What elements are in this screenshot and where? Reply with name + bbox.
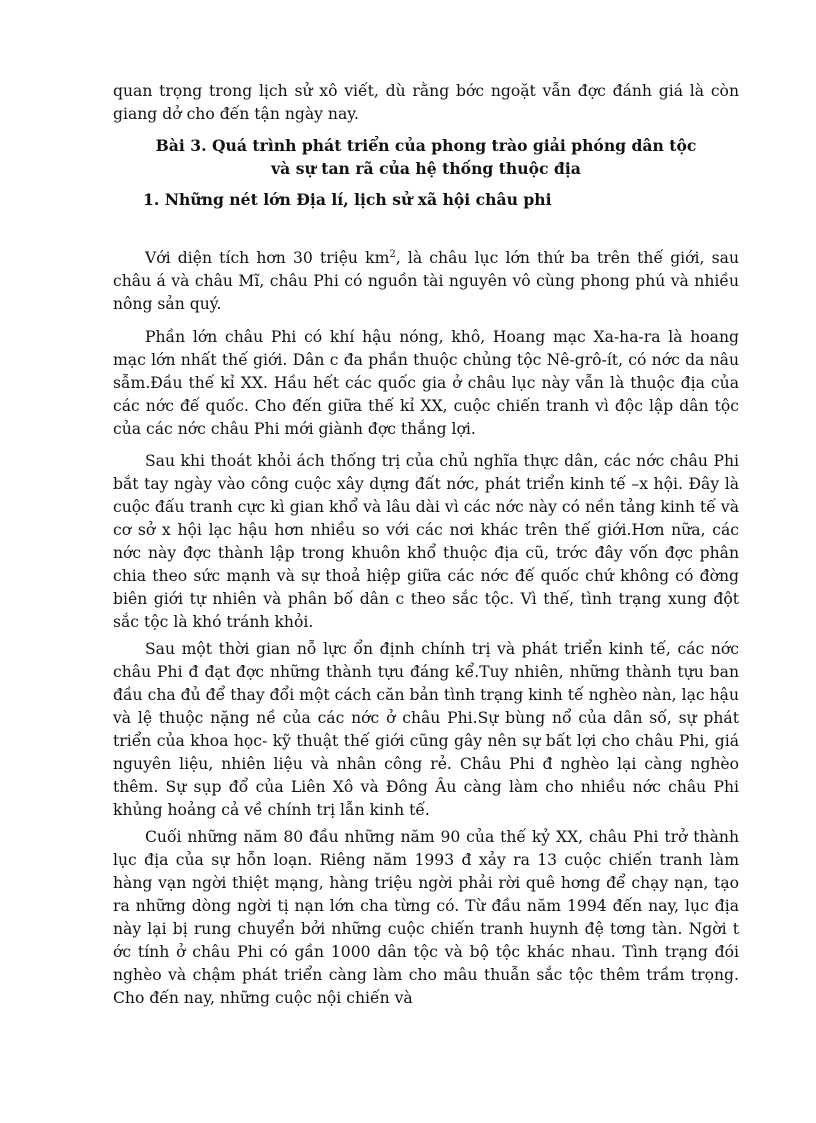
paragraph-1-start: Với diện tích hơn 30 triệu km [145, 249, 390, 267]
lesson-title-line-2: và sự tan rã của hệ thống thuộc địa [271, 159, 581, 178]
paragraph-1-text [113, 247, 739, 316]
paragraph-2 [113, 326, 739, 441]
paragraph-4 [113, 638, 739, 822]
paragraph-1 [113, 247, 739, 316]
paragraph-continuation: quan trọng trong lịch sử xô viết, dù rằng bớc ngoặt vẫn đợc đánh giá là còn giang dở cho đến tận ngày nay. [113, 82, 739, 123]
paragraph-5-text: Cuối những năm 80 đầu những năm 90 của thế kỷ XX, châu Phi trở thành lục địa của sự hỗn loạn. Riêng năm 1993 đ xảy ra 13 cuộc chiến tranh làm hàng vạn ngời thiệt mạng, hàng triệu ngời phải rời quê hơng để chạy nạn, tạo ra những dòng ngời tị nạn lớn cha từng có. Từ đầu năm 1994 đến nay, lục địa này lại bị rung chuyển bởi những cuộc chiến tranh huynh đệ tơng tàn. Ngời t ớc tính ở châu Phi có gần 1000 dân tộc và bộ tộc khác nhau. Tình trạng đói nghèo và chậm phát triển càng làm cho mâu thuẫn sắc tộc thêm trầm trọng. Cho đến nay, những cuộc nội chiến và [113, 828, 739, 1007]
superscript-2: 2 [389, 248, 396, 260]
paragraph-3 [113, 450, 739, 634]
paragraph-2-text: Phần lớn châu Phi có khí hậu nóng, khô, Hoang mạc Xa-ha-ra là hoang mạc lớn nhất thế giới. Dân c đa phần thuộc chủng tộc Nê-grô-ít, có nớc da nâu sẫm.Đầu thế kỉ XX. Hầu hết các quốc gia ở châu lục này vẫn là thuộc địa của các nớc đế quốc. Cho đến giữa thế kỉ XX, cuộc chiến tranh vì độc lập dân tộc của các nớc châu Phi mới giành đợc thắng lợi. [113, 328, 739, 438]
paragraph-5 [113, 826, 739, 1010]
top-paragraph [113, 80, 739, 126]
section-title: 1. Những nét lớn Địa lí, lịch sử xã hội châu phi [143, 190, 552, 209]
paragraph-3-text: Sau khi thoát khỏi ách thống trị của chủ nghĩa thực dân, các nớc châu Phi bắt tay ngày vào công cuộc xây dựng đất nớc, phát triển kinh tế –x hội. Đây là cuộc đấu tranh cực kì gian khổ và lâu dài vì các nớc này có nền tảng kinh tế và cơ sở x hội lạc hậu hơn nhiều so với các nơi khác trên thế giới.Hơn nữa, các nớc này đợc thành lập trong khuôn khổ thuộc địa cũ, trớc đây vốn đợc phân chia theo sức mạnh và sự thoả hiệp giữa các nớc đế quốc chứ không có đờng biên giới tự nhiên và phân bố dân c theo sắc tộc. Vì thế, tình trạng xung đột sắc tộc là khó tránh khỏi. [113, 452, 739, 631]
paragraph-4-text: Sau một thời gian nỗ lực ổn định chính trị và phát triển kinh tế, các nớc châu Phi đ đạt đợc những thành tựu đáng kể.Tuy nhiên, những thành tựu ban đầu cha đủ để thay đổi một cách căn bản tình trạng kinh tế nghèo nàn, lạc hậu và lệ thuộc nặng nề của các nớc ở châu Phi.Sự bùng nổ của dân số, sự phát triển của khoa học- kỹ thuật thế giới cũng gây nên sự bất lợi cho châu Phi, giá nguyên liệu, nhiên liệu và nhân công rẻ. Châu Phi đ nghèo lại càng nghèo thêm. Sự sụp đổ của Liên Xô và Đông Âu càng làm cho nhiều nớc châu Phi khủng hoảng cả về chính trị lẫn kinh tế. [113, 640, 739, 819]
paragraph-1-end: , là châu lục lớn thứ ba trên thế giới, sau châu á và châu Mĩ, châu Phi có nguồn tài nguyên vô cùng phong phú và nhiều nông sản quý. [113, 249, 740, 313]
lesson-title-line-1: Bài 3. Quá trình phát triển của phong trào giải phóng dân tộc [155, 136, 697, 155]
lesson-title [113, 134, 739, 180]
